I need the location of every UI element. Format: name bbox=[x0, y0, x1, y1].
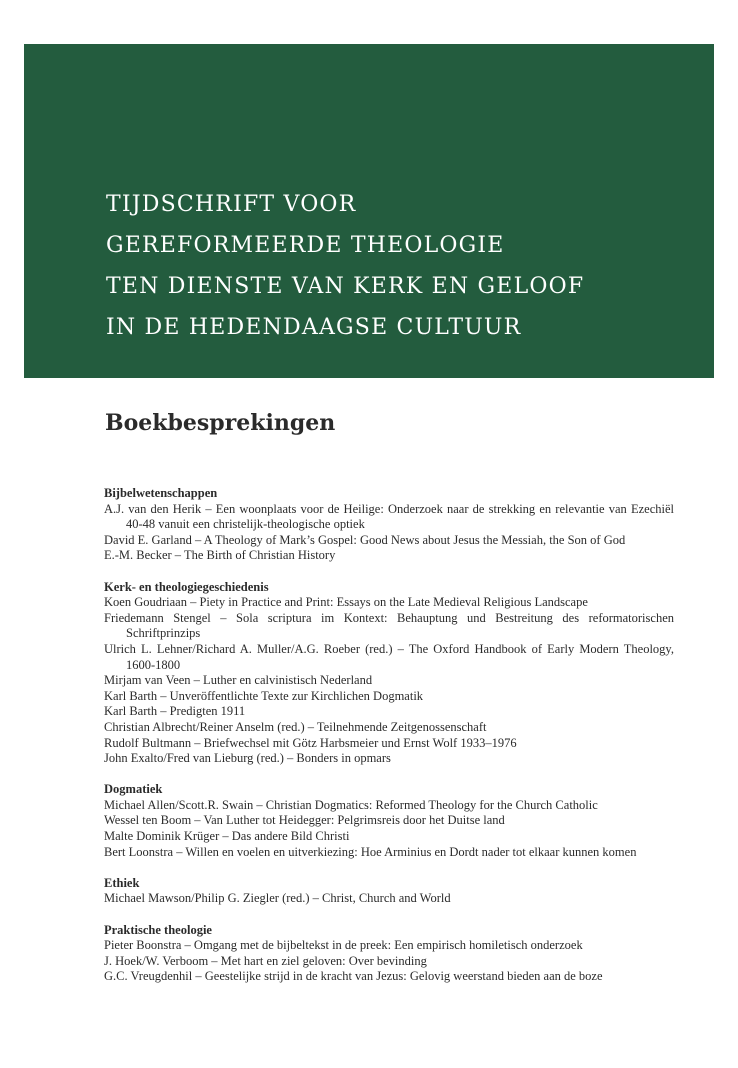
journal-banner bbox=[24, 44, 714, 378]
review-entry: Friedemann Stengel – Sola scriptura im Kontext: Behauptung und Bestreitung des reformatorischen Schriftprinzips bbox=[104, 610, 674, 641]
review-entry: Karl Barth – Unveröffentlichte Texte zur Kirchlichen Dogmatik bbox=[104, 688, 424, 703]
category-heading: Kerk- en theologiegeschiedenis bbox=[104, 579, 269, 594]
review-entry: Ulrich L. Lehner/Richard A. Muller/A.G. Roeber (red.) – The Oxford Handbook of Early Modern Theology, 1600-1800 bbox=[104, 641, 674, 672]
category-ethiek bbox=[104, 876, 674, 907]
journal-title-line: TEN DIENSTE VAN KERK EN GELOOF bbox=[106, 274, 585, 299]
review-entry: J. Hoek/W. Verboom – Met hart en ziel geloven: Over bevinding bbox=[104, 953, 427, 968]
review-entry: E.-M. Becker – The Birth of Christian History bbox=[104, 548, 336, 563]
journal-title-line: IN DE HEDENDAAGSE CULTUUR bbox=[106, 315, 522, 340]
review-entry: Karl Barth – Predigten 1911 bbox=[104, 704, 246, 719]
category-heading: Bijbelwetenschappen bbox=[104, 486, 218, 500]
journal-title-line: TIJDSCHRIFT VOOR bbox=[106, 192, 357, 217]
review-entry: Wessel ten Boom – Van Luther tot Heidegger: Pelgrimsreis door het Duitse land bbox=[104, 813, 505, 828]
review-entry: Mirjam van Veen – Luther en calvinistisch Nederland bbox=[104, 673, 373, 688]
section-title: Boekbesprekingen bbox=[105, 410, 336, 436]
review-entry: Pieter Boonstra – Omgang met de bijbeltekst in de preek: Een empirisch homiletisch onderzoek bbox=[104, 938, 583, 953]
review-entry: John Exalto/Fred van Lieburg (red.) – Bonders in opmars bbox=[104, 751, 391, 766]
review-entry: Bert Loonstra – Willen en voelen en uitverkiezing: Hoe Arminius en Dordt nader tot elkaar kunnen komen bbox=[104, 844, 637, 859]
review-entry: David E. Garland – A Theology of Mark’s Gospel: Good News about Jesus the Messiah, the Son of God bbox=[104, 532, 626, 547]
review-entry: Michael Mawson/Philip G. Ziegler (red.) – Christ, Church and World bbox=[104, 891, 451, 906]
review-entry: A.J. van den Herik – Een woonplaats voor de Heilige: Onderzoek naar de strekking en relevantie van Ezechiël 40-48 vanuit een christelijk-theologische optiek bbox=[104, 501, 674, 532]
category-heading: Praktische theologie bbox=[104, 922, 212, 937]
category-bijbelwetenschappen bbox=[104, 486, 674, 564]
category-praktische-theologie bbox=[104, 923, 674, 985]
review-entry: Michael Allen/Scott.R. Swain – Christian Dogmatics: Reformed Theology for the Church Catholic bbox=[104, 797, 598, 812]
category-heading: Ethiek bbox=[104, 875, 140, 890]
review-entry: Malte Dominik Krüger – Das andere Bild Christi bbox=[104, 829, 350, 844]
journal-title bbox=[106, 184, 584, 348]
category-heading: Dogmatiek bbox=[104, 782, 163, 797]
category-kerkgeschiedenis bbox=[104, 580, 674, 767]
review-entry: G.C. Vreugdenhil – Geestelijke strijd in de kracht van Jezus: Gelovig weerstand bieden aan de boze bbox=[104, 969, 603, 984]
category-dogmatiek bbox=[104, 782, 674, 860]
review-entry: Christian Albrecht/Reiner Anselm (red.) – Teilnehmende Zeitgenossenschaft bbox=[104, 719, 487, 734]
review-entry: Koen Goudriaan – Piety in Practice and Print: Essays on the Late Medieval Religious Landscape bbox=[104, 595, 588, 610]
review-entry: Rudolf Bultmann – Briefwechsel mit Götz Harbsmeier und Ernst Wolf 1933–1976 bbox=[104, 735, 517, 750]
journal-title-line: GEREFORMEERDE THEOLOGIE bbox=[106, 233, 505, 258]
review-contents bbox=[104, 486, 674, 1001]
